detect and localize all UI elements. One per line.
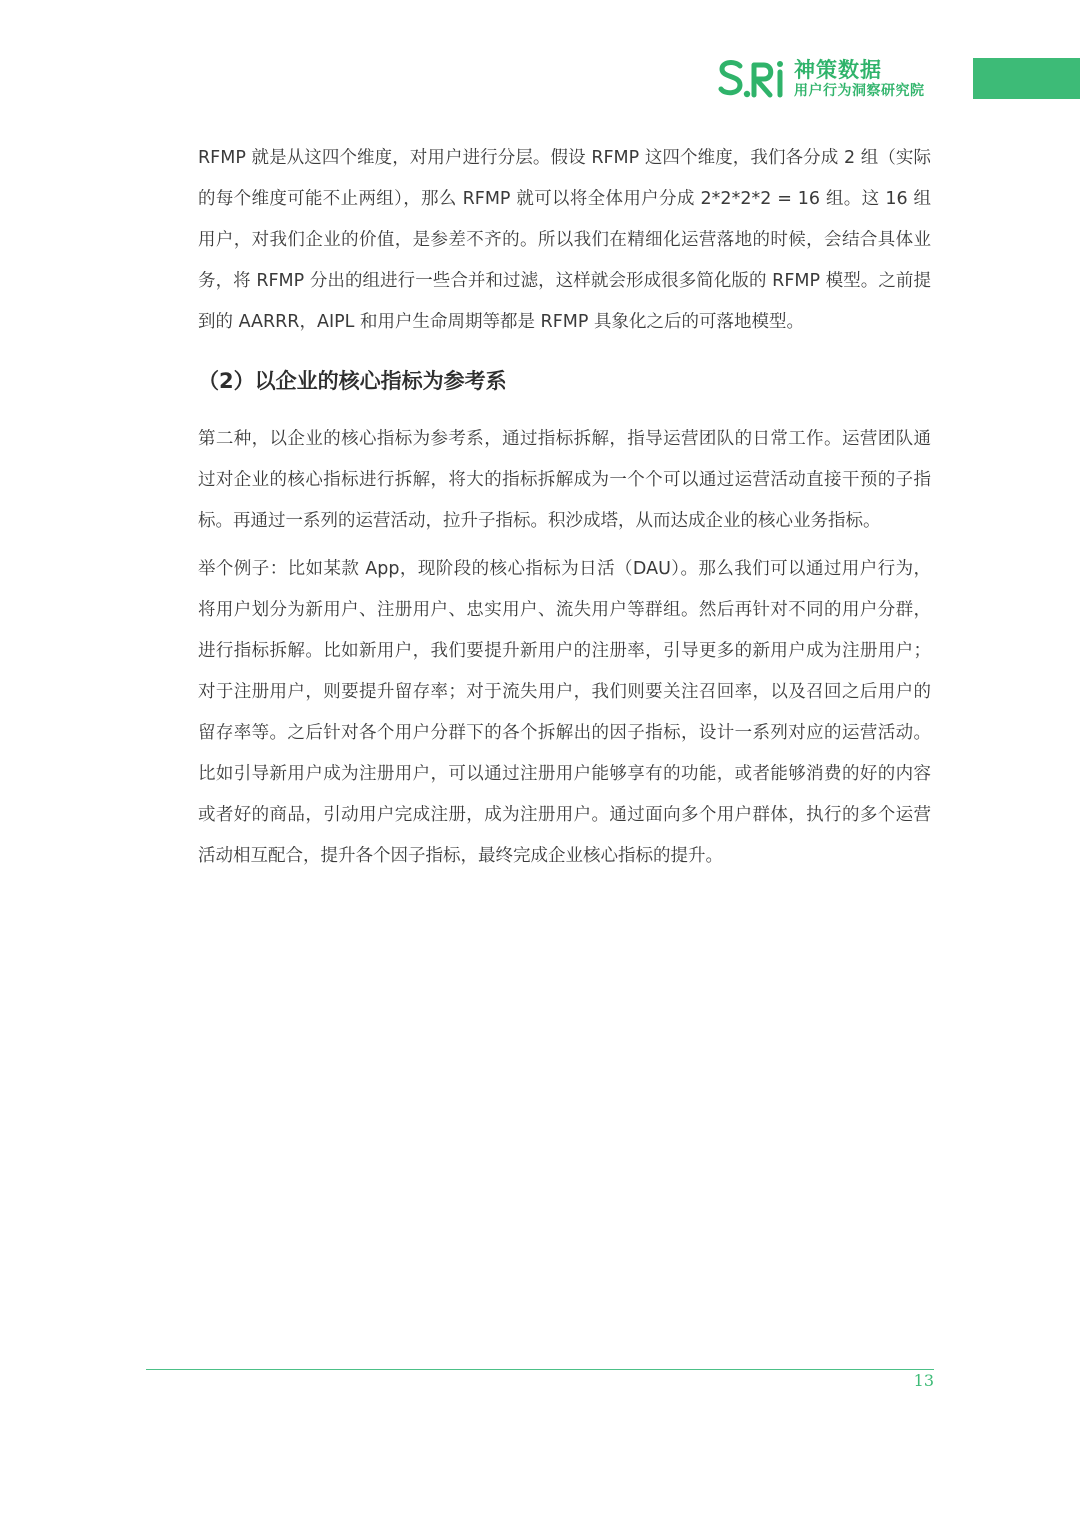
brand-name: 神策数据 bbox=[794, 58, 882, 82]
paragraph-core-metrics: 第二种，以企业的核心指标为参考系，通过指标拆解，指导运营团队的日常工作。运营团队通过对企业的核心指标进行拆解，将大的指标拆解成为一个个可以通过运营活动直接干预的子指标。再通过一系列的运营活动，拉升子指标。积沙成塔，从而达成企业的核心业务指标。 bbox=[198, 429, 931, 531]
paragraph-example: 举个例子：比如某款 App，现阶段的核心指标为日活（DAU）。那么我们可以通过用户行为，将用户划分为新用户、注册用户、忠实用户、流失用户等群组。然后再针对不同的用户分群，进行指标拆解。比如新用户，我们要提升新用户的注册率，引导更多的新用户成为注册用户；对于注册用户，则要提升留存率；对于流失用户，我们则要关注召回率，以及召回之后用户的留存率等。之后针对各个用户分群下的各个拆解出的因子指标，设计一系列对应的运营活动。比如引导新用户成为注册用户，可以通过注册用户能够享有的功能，或者能够消费的好的内容或者好的商品，引动用户完成注册，成为注册用户。通过面向多个用户群体，执行的多个运营活动相互配合，提升各个因子指标，最终完成企业核心指标的提升。 bbox=[198, 559, 931, 866]
header-accent-tab bbox=[973, 58, 1080, 99]
page-number: 13 bbox=[913, 1371, 934, 1390]
section-heading: （2）以企业的核心指标为参考系 bbox=[198, 369, 507, 393]
footer-divider bbox=[146, 1369, 934, 1370]
page-header bbox=[718, 56, 925, 102]
brand-subtitle: 用户行为洞察研究院 bbox=[794, 83, 925, 99]
brand-block bbox=[794, 58, 925, 100]
article-body bbox=[198, 138, 931, 877]
paragraph-rfmp: RFMP 就是从这四个维度，对用户进行分层。假设 RFMP 这四个维度，我们各分成 2 组（实际的每个维度可能不止两组），那么 RFMP 就可以将全体用户分成 2*2*2*2 = 16 组。这 16 组用户，对我们企业的价值，是参差不齐的。所以我们在精细化运营落地的时候，会结合具体业务，将 RFMP 分出的组进行一些合并和过滤，这样就会形成很多简化版的 RFMP 模型。之前提到的 AARRR，AIPL 和用户生命周期等都是 RFMP 具象化之后的可落地模型。 bbox=[198, 148, 931, 332]
sri-logo-icon bbox=[718, 57, 788, 101]
